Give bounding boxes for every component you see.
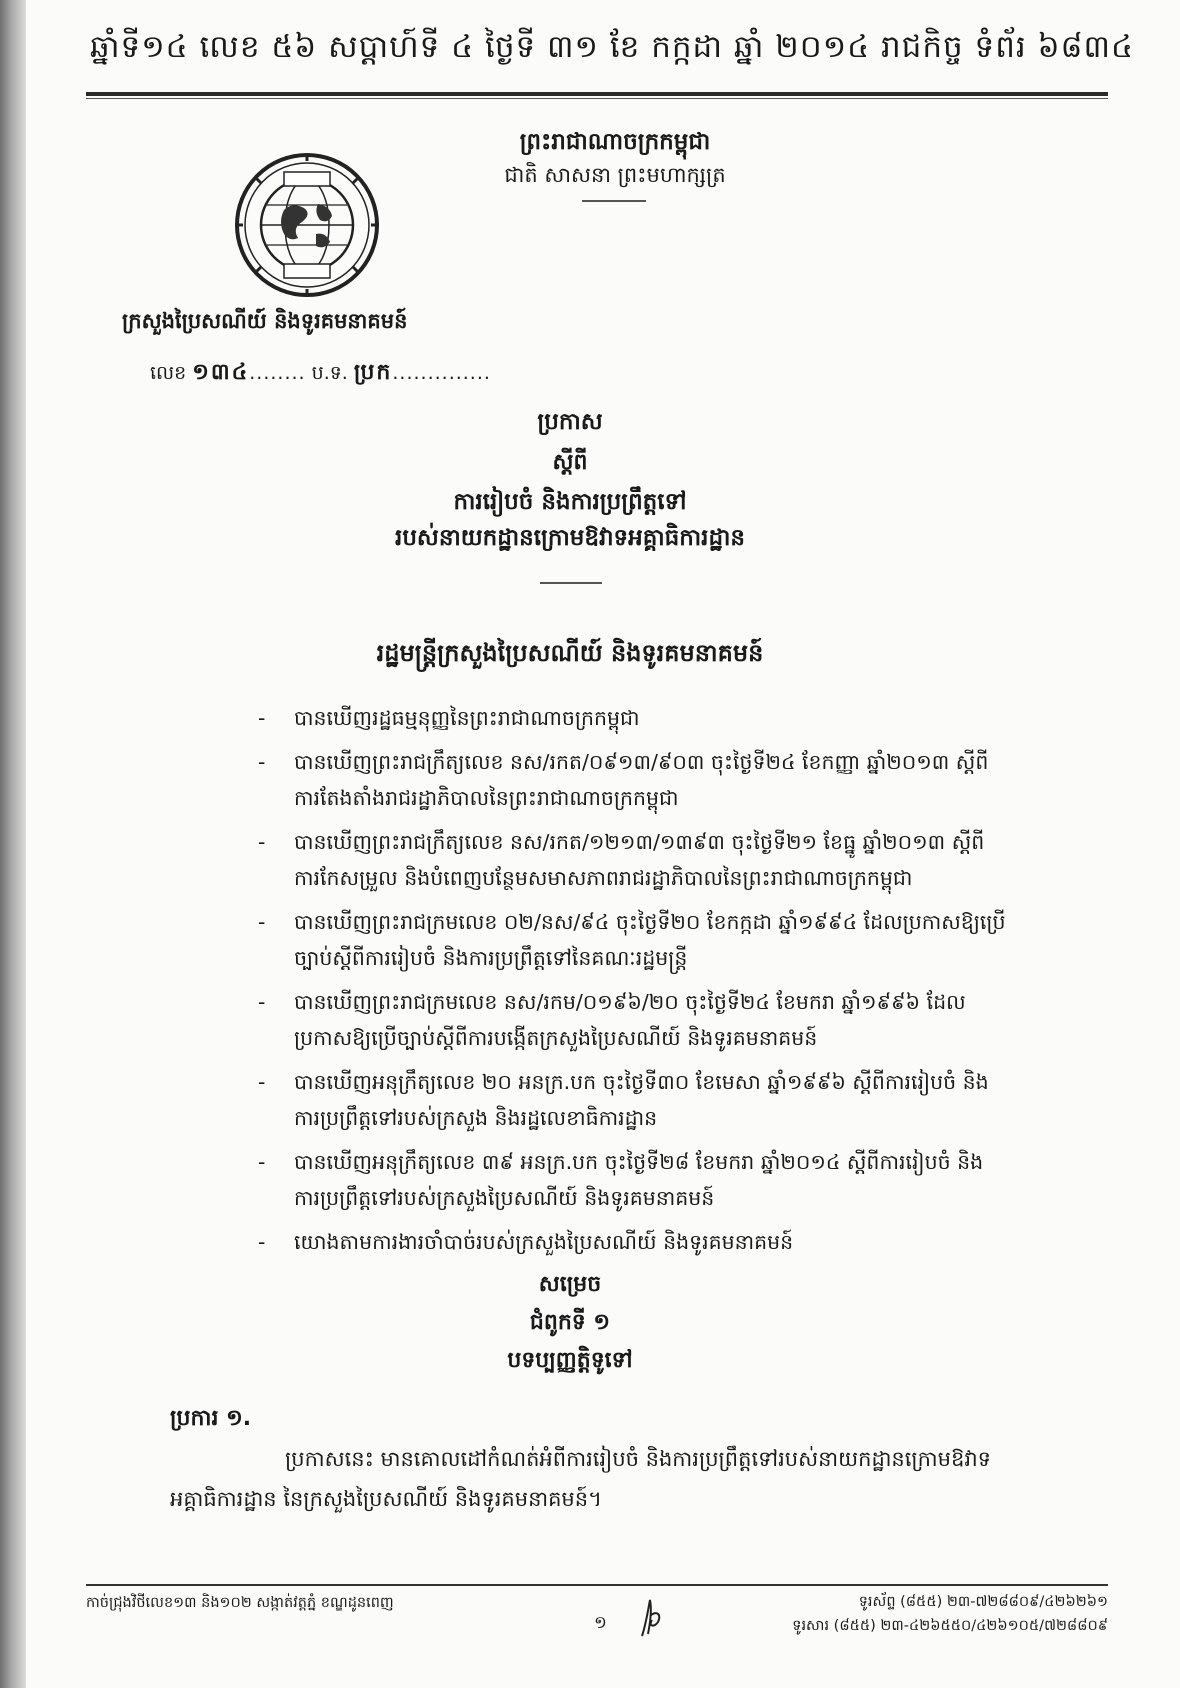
- footer-fax: ទូរសារ (៨៥៥) ២៣-៤២៦៥៥០/៤២៦១០៥/៧២៨៨០៩: [792, 1618, 1108, 1634]
- footer-address: កាច់ជ្រុងវិថីលេខ១៣ និង១០២ សង្កាត់វត្តភ្នំ ខណ្ឌដូនពេញ: [86, 1595, 394, 1611]
- list-item: - បានឃើញព្រះរាជក្រឹត្យលេខ នស/រកត/០៩១៣/៩០៣ ចុះថ្ងៃទី២៤ ខែកញ្ញា ឆ្នាំ២០១៣ ស្តីពី ការតែងតាំងរាជរដ្ឋាភិបាលនៃព្រះរាជាណាចក្រកម្ពុជា: [258, 750, 989, 810]
- ministry-name: ក្រសួងប្រៃសណីយ៍ និងទូរគមនាគមន៍: [122, 309, 408, 333]
- ministry-seal-logo: [232, 150, 382, 300]
- document-title-line1: ការរៀបចំ និងការប្រព្រឹត្តទៅ: [453, 489, 687, 515]
- signatory-title: រដ្ឋមន្ត្រីក្រសួងប្រៃសណីយ៍ និងទូរគមនាគមន៍: [376, 639, 764, 667]
- footer-contacts: [736, 1590, 1108, 1638]
- ref-number: ១៣៤: [192, 360, 250, 385]
- reference-number-line: លេខ ១៣៤........ ប.ទ. ប្រក..............: [150, 360, 491, 385]
- article-1-label: ប្រការ ១.: [170, 1406, 252, 1431]
- header-rule: [86, 92, 1108, 96]
- ref-prefix: លេខ: [150, 362, 187, 384]
- header-rule-thin: [86, 98, 1108, 99]
- list-item: - បានឃើញព្រះរាជក្រមលេខ នស/រកម/០១៩៦/២០ ចុះថ្ងៃទី២៤ ខែមករា ឆ្នាំ១៩៩៦ ដែល ប្រកាសឱ្យប្រើច្បាប់ស្តីពីការបង្កើតក្រសួងប្រៃសណីយ៍ និងទូរគមនាគមន៍: [258, 990, 966, 1050]
- list-item: - បានឃើញអនុក្រឹត្យលេខ ៣៩ អនក្រ.បក ចុះថ្ងៃទី២៨ ខែមករា ឆ្នាំ២០១៤ ស្តីពីការរៀបចំ និង ការប្រព្រឹត្តទៅរបស់ក្រសួងប្រៃសណីយ៍ និងទូរគមនាគមន៍: [258, 1150, 984, 1210]
- footer-rule: [86, 1584, 1108, 1586]
- document-type: ប្រកាស: [537, 409, 603, 435]
- ref-suffix-label: ប.ទ.: [311, 362, 348, 384]
- kingdom-name: ព្រះរាជាណាចក្រកម្ពុជា: [519, 129, 711, 155]
- list-item: - បានឃើញព្រះរាជក្រឹត្យលេខ នស/រកត/១២១៣/១៣៩៣ ចុះថ្ងៃទី២១ ខែធ្នូ ឆ្នាំ២០១៣ ស្តីពី ការកែសម្រួល និងបំពេញបន្ថែមសមាសភាពរាជរដ្ឋាភិបាលនៃព្រះរាជាណាចក្រកម្ពុជា: [258, 830, 985, 890]
- chapter-heading: ជំពូកទី ១: [529, 1310, 611, 1335]
- footer-phone: ទូរស័ព្ទ (៨៥៥) ២៣-៧២៨៨០៩/៤២៦២៦១: [858, 1594, 1108, 1610]
- title-divider: [540, 582, 602, 584]
- decision-heading: សម្រេច: [538, 1272, 602, 1297]
- chapter-title: បទប្បញ្ញត្តិទូទៅ: [507, 1348, 633, 1373]
- national-motto: ជាតិ សាសនា ព្រះមហាក្សត្រ: [504, 163, 726, 187]
- motto-divider: [582, 200, 646, 202]
- list-item: - បានឃើញព្រះរាជក្រមលេខ ០២/នស/៩៤ ចុះថ្ងៃទី២០ ខែកក្កដា ឆ្នាំ១៩៩៤ ដែលប្រកាសឱ្យប្រើ ច្បាប់ស្តីពីការរៀបចំ និងការប្រព្រឹត្តទៅនៃគណៈរដ្ឋមន្ត្រី: [258, 910, 1006, 970]
- ref-suffix: ប្រក: [353, 360, 393, 385]
- handwritten-initial-signature: [636, 1596, 666, 1640]
- document-title-line2: របស់នាយកដ្ឋានក្រោមឱវាទអគ្គាធិការដ្ឋាន: [395, 525, 745, 551]
- legal-basis-list: [258, 700, 1088, 1268]
- document-about: ស្តីពី: [552, 450, 588, 475]
- list-item: - យោងតាមការងារចាំបាច់របស់ក្រសួងប្រៃសណីយ៍ និងទូរគមនាគមន៍: [258, 1230, 794, 1254]
- scan-edge-shadow: [0, 0, 26, 1688]
- list-item: - បានឃើញអនុក្រឹត្យលេខ ២០ អនក្រ.បក ចុះថ្ងៃទី៣០ ខែមេសា ឆ្នាំ១៩៩៦ ស្តីពីការរៀបចំ និង ការប្រព្រឹត្តទៅរបស់ក្រសួង និងរដ្ឋលេខាធិការដ្ឋាន: [258, 1070, 989, 1130]
- list-item: - បានឃើញរដ្ឋធម្មនុញ្ញនៃព្រះរាជាណាចក្រកម្ពុជា: [258, 706, 640, 730]
- gazette-header: ឆ្នាំទី១៤ លេខ ៥៦ សប្តាហ៍ទី ៤ ថ្ងៃទី ៣១ ខែ កក្កដា ឆ្នាំ ២០១៤ រាជកិច្ច ទំព័រ ៦៨៣៤: [90, 29, 1134, 65]
- page-number: ១: [594, 1613, 607, 1633]
- article-1-text-line1: ប្រកាសនេះ មានគោលដៅកំណត់អំពីការរៀបចំ និងការប្រព្រឹត្តទៅរបស់នាយកដ្ឋានក្រោមឱវាទ: [285, 1447, 992, 1471]
- article-1-text-line2: អគ្គាធិការដ្ឋាន នៃក្រសួងប្រៃសណីយ៍ និងទូរគមនាគមន៍។: [170, 1487, 602, 1511]
